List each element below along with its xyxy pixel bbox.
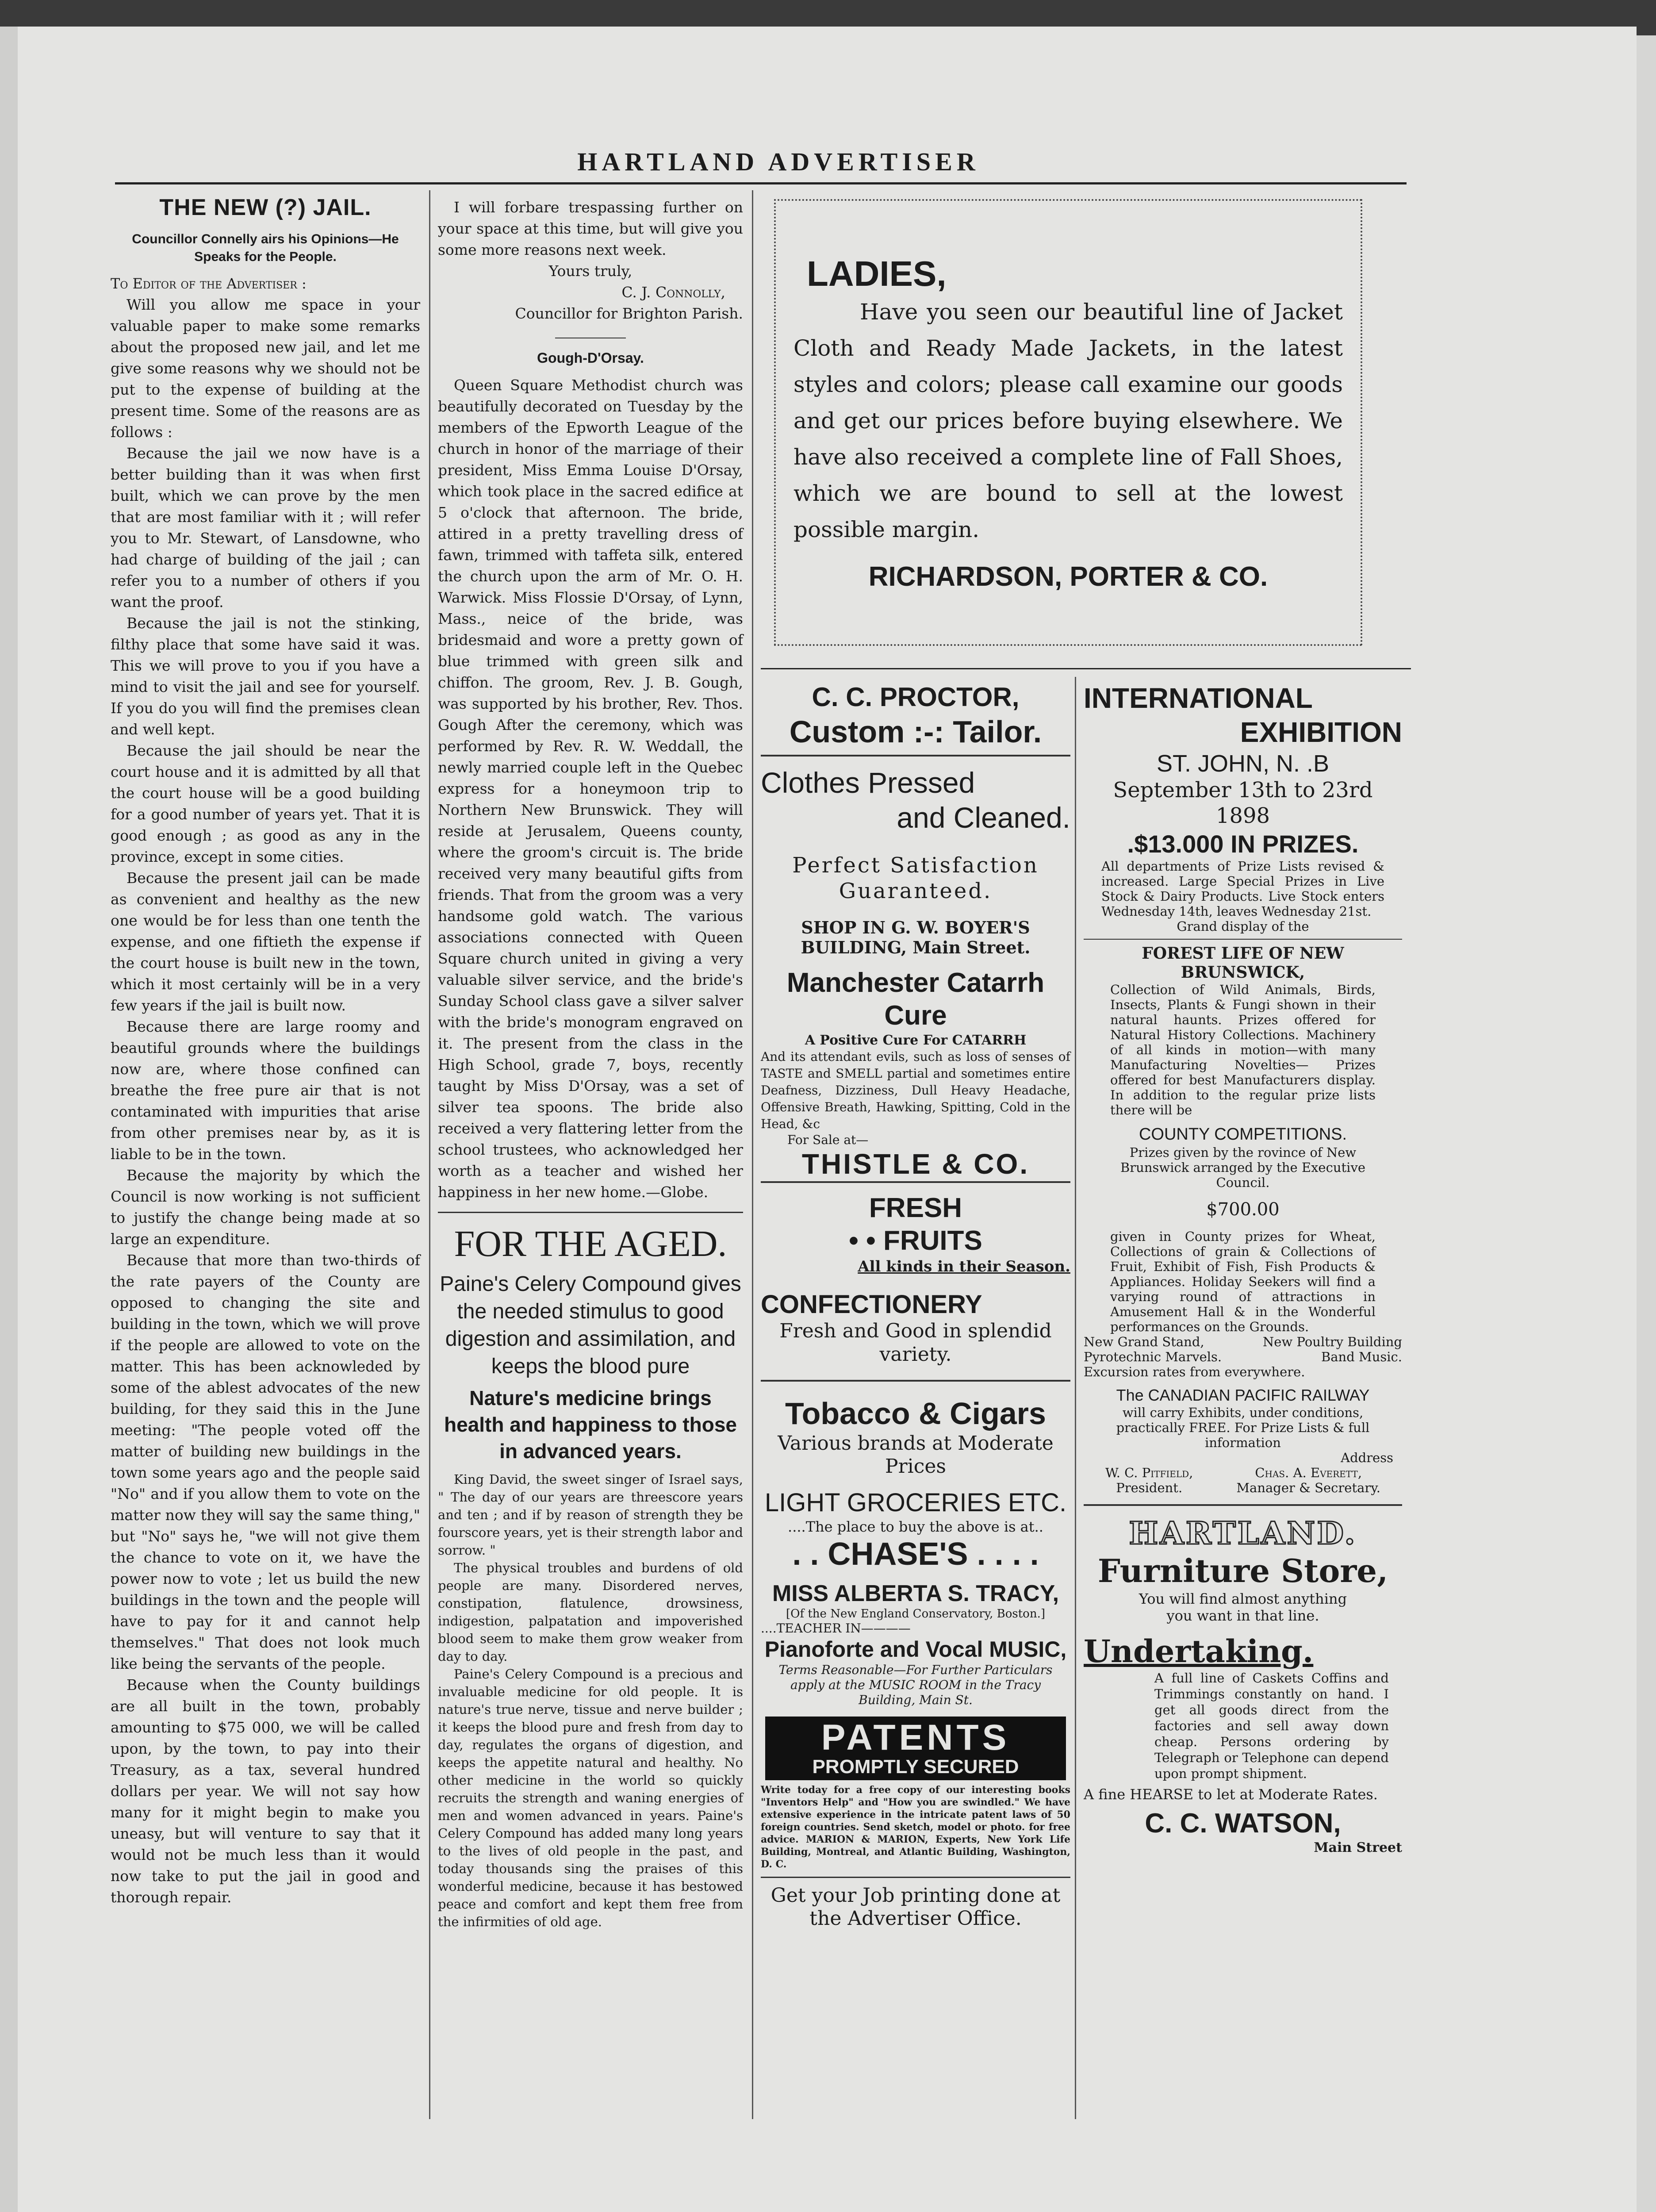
paragraph: Because the jail we now have is a better building than it was when first built, which we can prove by the men that are most familiar with it ; will refer you to Mr. Stewart, of Lansdowne, who had charge of building of the jail ; can refer you to a number of others if you want the proof.	[111, 445, 420, 611]
divider	[761, 755, 1070, 757]
paragraph: Because the jail is not the stinking, filthy place that some have said it was. This we will prove to you if you have a mind to visit the jail and see for yourself. If you do you will find the premises clean and well kept.	[111, 614, 420, 738]
masthead-rule	[115, 182, 1407, 184]
watson: C. C. WATSON,	[1145, 1808, 1341, 1839]
patents-text: Write today for a free copy of our interesting books "Inventors Help" and "How you are swindled." We have extensive experience in the intricate patent laws of 50 foreign countries. Send sketch, model or photo. for free advice. MARION & MARION, Experts, New York Life Building, Montreal, and Atlantic Building, Washington, D. C.	[761, 1784, 1070, 1870]
patents-sub: PROMPTLY SECURED	[812, 1755, 1019, 1778]
aged-paragraph: King David, the sweet singer of Israel says, " The day of our years are threescore years and ten ; and if by reason of strength they be fourscore years, yet is their strength labor and sorrow. "	[438, 1472, 743, 1558]
amount-text: given in County prizes for Wheat, Collections of grain & Collections of Fruit, Exhibit of Fish, Fish Products & Appliances. Holiday Seekers will find a varying round of attractions in Amusement Hall & in the Wonderful performances on the Grounds.	[1110, 1229, 1376, 1334]
intl-title: INTERNATIONAL	[1084, 682, 1313, 714]
exhibition-dates: September 13th to 23rd 1898	[1113, 778, 1373, 828]
forest-life: FOREST LIFE OF NEW BRUNSWICK,	[1142, 944, 1344, 982]
job-printing: Get your Job printing done at the Advertiser Office.	[770, 1884, 1061, 1930]
catarrh-title: Manchester Catarrh Cure	[786, 967, 1045, 1031]
proctor-trade: Custom :-: Tailor.	[789, 714, 1042, 749]
divider	[438, 1212, 743, 1213]
letter-signature: C. J. Connolly,	[621, 284, 725, 301]
divider	[761, 1380, 1070, 1382]
satisfaction: Perfect Satisfaction Guaranteed.	[792, 853, 1039, 903]
pyro-left: Pyrotechnic Marvels.	[1084, 1349, 1222, 1364]
hartland-logo: HARTLAND.	[1129, 1515, 1357, 1552]
address: Address	[1341, 1450, 1393, 1465]
paragraph: Will you allow me space in your valuable paper to make some remarks about the proposed new jail, and let me give some reasons why we should not be put to the expense of building at the present time. Some of the reasons are as follows :	[111, 296, 420, 441]
stand-right: New Poultry Building	[1262, 1334, 1402, 1349]
exhibition-title: EXHIBITION	[1240, 716, 1402, 748]
fresh: FRESH	[869, 1192, 962, 1223]
paragraph: Because the jail should be near the court house and it is admitted by all that the court house will be a good building for a good number of years yet. That it is good enough ; as good as any in the province, except in some cities.	[111, 742, 420, 865]
confectionery-sub: Fresh and Good in splendid variety.	[779, 1320, 1052, 1366]
salutation: To Editor of the Advertiser :	[111, 275, 307, 292]
newspaper-page	[18, 27, 1637, 2212]
for-sale: For Sale at—	[787, 1132, 869, 1147]
paragraph: Because when the County buildings are all built in the town, probably amounting to $75 000, we will be called upon, by the town, to pay into their Treasury, as a tax, several hundred dollars per year. We will not say how many for it might begin to make you uneasy, but will venture to say that it would not be much less than it would now take to put the jail in good and thorough repair.	[111, 1676, 420, 1906]
divider	[1084, 939, 1402, 940]
article-body	[111, 294, 420, 1908]
catarrh-subtitle: A Positive Cure For CATARRH	[805, 1032, 1027, 1048]
paragraph: Because the majority by which the Council is now working is not sufficient to justify the change being made at so large an expenditure.	[111, 1167, 420, 1248]
county-competitions: COUNTY COMPETITIONS.	[1138, 1125, 1347, 1144]
masthead: HARTLAND ADVERTISER	[577, 147, 980, 176]
proctor-name: C. C. PROCTOR,	[812, 682, 1020, 712]
column-jail-letter	[111, 197, 420, 1908]
excursion: Excursion rates from everywhere.	[1084, 1364, 1305, 1379]
column-rule-3	[1075, 677, 1076, 2119]
exhibition-prizes: .$13.000 IN PRIZES.	[1127, 830, 1359, 858]
patents-title: PATENTS	[821, 1717, 1010, 1758]
hearse: A fine HEARSE to let at Moderate Rates.	[1084, 1786, 1378, 1803]
letter-closing: I will forbare trespassing further on your space at this time, but will give you some more reasons next week.	[438, 199, 743, 258]
forest-text: Collection of Wild Animals, Birds, Insects, Plants & Fungi shown in their natural haunts. Prizes offered for Natural History Collections. Machinery of all kinds in motion—with many Manufacturing Novelties— Prizes offered for best Manufacturers display. In addition to the regular prize lists there will be	[1110, 982, 1376, 1118]
exhibition-city: ST. JOHN, N. .B	[1156, 750, 1330, 777]
paragraph: Because that more than two-thirds of the rate payers of the County are opposed to changing the site and building in the town, which we will prove if the people are allowed to vote on the matter. This has been acknowleded by some of the ablest advocates of the new building, for they said this in the June meeting: "The people voted off the matter of building new buildings in the town some years ago and the people said "No" and if you allow them to vote on the matter now they will say the same thing," but "No" says he, "we will not give them the chance to vote on it, we have the power now to vote ; let us build the new buildings in the town and the people will have to pay for it and cannot help themselves." That does not look much like being the servants of the people.	[111, 1252, 420, 1672]
fruits-sub: All kinds in their Season.	[858, 1257, 1070, 1275]
furniture-sub: You will find almost anything you want in that line.	[1138, 1590, 1347, 1624]
prize-text: All departments of Prize Lists revised & increased. Large Special Prizes in Live Stock & Dairy Products. Live Stock enters Wednesday 14th, leaves Wednesday 21st.	[1101, 858, 1384, 919]
column-two	[438, 197, 743, 1931]
music-terms: Terms Reasonable—For Further Particulars apply at the MUSIC ROOM in the Tracy Building, Main St.	[778, 1662, 1053, 1707]
ladies-advertisement	[774, 199, 1362, 646]
pyro-right: Band Music.	[1321, 1349, 1402, 1364]
column-rule-2	[752, 190, 753, 2119]
fruits: • • FRUITS	[849, 1225, 982, 1256]
right-page-edge	[1637, 35, 1656, 2212]
article-title: THE NEW (?) JAIL.	[159, 195, 372, 220]
clothes-line-2: and Cleaned.	[897, 801, 1070, 834]
stand-left: New Grand Stand,	[1084, 1334, 1204, 1349]
confectionery: CONFECTIONERY	[761, 1290, 982, 1319]
groceries: LIGHT GROCERIES ETC.	[764, 1488, 1067, 1517]
letter-yours: Yours truly,	[548, 262, 632, 280]
cpr: The CANADIAN PACIFIC RAILWAY	[1116, 1386, 1370, 1405]
ladies-text: Have you seen our beautiful line of Jacket Cloth and Ready Made Jackets, in the latest styles and colors; please call examine our goods and get our prices before buying elsewhere. We have also received a complete line of Fall Shoes, which we are bound to sell at the lowest possible margin.	[794, 299, 1343, 542]
aged-subheadline: Nature's medicine brings health and happiness to those in advanced years.	[444, 1386, 737, 1463]
patents-banner	[765, 1717, 1066, 1780]
tobacco-sub: Various brands at Moderate Prices	[778, 1432, 1054, 1478]
wedding-title: Gough-D'Orsay.	[537, 350, 644, 366]
clothes-line-1: Clothes Pressed	[761, 766, 975, 799]
wedding-text: Queen Square Methodist church was beautifully decorated on Tuesday by the members of the Epworth League of the church in honor of the marriage of their president, Miss Emma Louise D'Orsay, which took place in the sacred edifice at 5 o'clock that afternoon. The bride, attired in a pretty travelling dress of fawn, trimmed with taffeta silk, entered the church upon the arm of Mr. O. H. Warwick. Miss Flossie D'Orsay, of Lynn, Mass., neice of the bride, was bridesmaid and wore a pretty gown of blue trimmed with green silk and chiffon. The groom, Rev. J. B. Gough, was supported by his brother, Rev. Thos. Gough After the ceremony, which was performed by Rev. R. W. Weddall, the newly married couple left in the Quebec express for a honeymoon trip to Northern New Brunswick. They will reside at Jerusalem, Queens county, where the groom's circuit is. The bride received very many beautiful gifts from friends. That from the groom was a very handsome gold watch. The various associations connected with Queen Square church united in giving a very valuable silver service, and the bride's Sunday School class gave a silver salver with the bride's monogram engraved on it. The present from the class in the High School, grade 7, boys, recently taught by Miss D'Orsay, was a set of silver tea spoons. The bride also received a very flattering letter from the school trustees, who acknowledged her worth as a teacher and wished her happiness in her new home.—Globe.	[438, 376, 743, 1201]
thistle-co: THISTLE & CO.	[801, 1148, 1030, 1180]
ladies-firm: RICHARDSON, PORTER & CO.	[868, 561, 1268, 592]
column-rule-1	[429, 190, 430, 2119]
main-street: Main Street	[1314, 1840, 1402, 1856]
county-text: Prizes given by the rovince of New Brunswick arranged by the Executive Council.	[1120, 1144, 1365, 1190]
left-page-edge	[0, 27, 19, 2212]
divider	[761, 668, 1411, 669]
catarrh-text: And its attendant evils, such as loss of senses of TASTE and SMELL partial and sometimes entire Deafness, Dizziness, Dull Heavy Headache, Offensive Breath, Hawking, Spitting, Cold in the Head, &c	[761, 1049, 1070, 1131]
furniture-store: Furniture Store,	[1097, 1552, 1388, 1590]
cpr-text: will carry Exhibits, under conditions, practically FREE. For Prize Lists & full information	[1116, 1405, 1370, 1450]
tracy-sub: [Of the New England Conservatory, Boston.]	[786, 1607, 1045, 1621]
tobacco: Tobacco & Cigars	[785, 1396, 1046, 1431]
divider	[761, 1181, 1070, 1183]
aged-paragraph: Paine's Celery Compound is a precious and invaluable medicine for old people. It is nature's true nerve, tissue and nerve builder ; it keeps the blood pure and fresh from day to day, regulates the organs of digestion, and keeps the appetite natural and healthy. No other medicine in the world so quickly recruits the strength and waning energies of men and women advanced in years. Paine's Celery Compound has added many long years to the lives of old people in the past, and today thousands sing the praises of this wonderful medicine, because it has bestowed peace and comfort and kept them free from the infirmities of old age.	[438, 1667, 743, 1929]
grand-display: Grand display of the	[1177, 918, 1309, 934]
president-title: President.	[1116, 1480, 1183, 1496]
aged-headline: Paine's Celery Compound gives the needed stimulus to good digestion and assimilation, and keeps the blood pure	[440, 1272, 741, 1378]
president-name: W. C. Pitfield,	[1105, 1465, 1193, 1481]
stand-line	[1084, 1334, 1402, 1349]
pyro-line	[1084, 1349, 1402, 1364]
prize-amount: $700.00	[1206, 1199, 1280, 1220]
paragraph: Because the present jail can be made as convenient and healthy as the new one would be for less than one tenth the expense, and one fiftieth the expense if the court house is built new in the town, which it most certainly will be in a very few years if the jail is built now.	[111, 869, 420, 1014]
officers	[1084, 1465, 1402, 1495]
tracy-name: MISS ALBERTA S. TRACY,	[772, 1580, 1059, 1606]
undertaking-text: A full line of Caskets Coffins and Trimmings constantly on hand. I get all goods direct from the factories and sell away down cheap. Persons ordering by Telegraph or Telephone can depend upon prompt shipment.	[1154, 1670, 1389, 1781]
music: Pianoforte and Vocal MUSIC,	[764, 1636, 1067, 1662]
divider	[1084, 1504, 1402, 1506]
paragraph: Because there are large roomy and beautiful grounds where the buildings now are, where those confined can breathe the free pure air that is not contaminated with impurities that arise from other premises near by, as it is liable to be in the town.	[111, 1018, 420, 1163]
article-subtitle: Councillor Connelly airs his Opinions—He Speaks for the People.	[132, 232, 399, 264]
manager-name: Chas. A. Everett,	[1255, 1465, 1362, 1481]
aged-paragraph: The physical troubles and burdens of old people are many. Disordered nerves, constipation, flatulence, drowsiness, indigestion, palpatation and impoverished blood seem to make them grow weaker from day to day.	[438, 1560, 743, 1664]
letter-signature-title: Councillor for Brighton Parish.	[515, 305, 743, 322]
column-four-ads	[1084, 681, 1402, 1856]
aged-title: FOR THE AGED.	[454, 1223, 727, 1264]
shop-location: SHOP IN G. W. BOYER'S BUILDING, Main Street.	[801, 917, 1031, 958]
buy-place: ....The place to buy the above is at..	[788, 1518, 1043, 1535]
ladies-headline: LADIES,	[807, 254, 947, 293]
chases: . . CHASE'S . . . .	[792, 1536, 1039, 1572]
manager-title: Manager & Secretary.	[1236, 1480, 1381, 1496]
undertaking: Undertaking.	[1084, 1632, 1314, 1670]
column-three-ads	[761, 681, 1070, 1930]
divider	[761, 1877, 1070, 1878]
teacher: ....TEACHER IN————	[761, 1621, 911, 1636]
